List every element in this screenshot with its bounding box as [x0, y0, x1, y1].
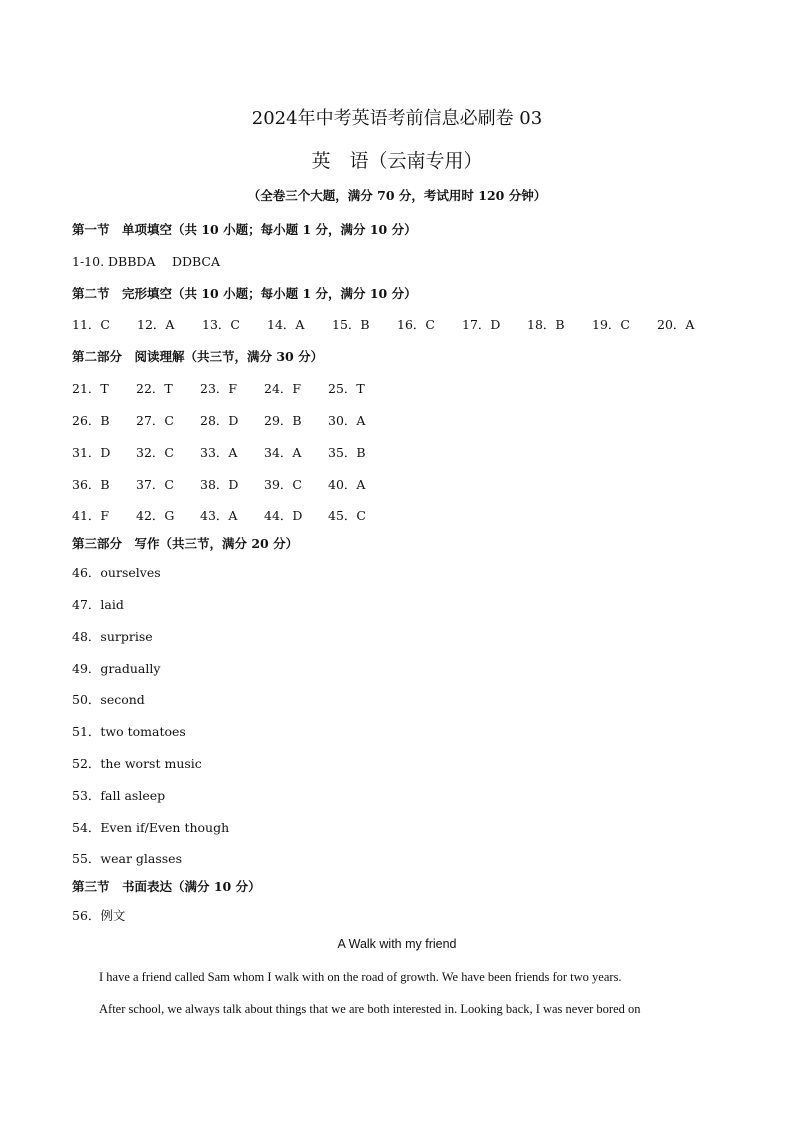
answer-item: 26．B — [72, 413, 110, 428]
answer-item: 17．D — [462, 317, 501, 332]
part2-answers-row — [72, 475, 392, 493]
answer-item: 19．C — [592, 317, 630, 332]
answer-item: 20．A — [657, 317, 695, 332]
section2-answers-row — [72, 315, 722, 333]
answer-item: 21．T — [72, 381, 109, 396]
fill-answer: 55．wear glasses — [72, 851, 182, 866]
answer-item: 33．A — [200, 445, 238, 460]
answer-item: 40．A — [328, 477, 366, 492]
answer-item: 45．C — [328, 508, 366, 523]
part2-answers-row — [72, 506, 392, 524]
answer-item: 37．C — [136, 477, 174, 492]
answer-item: 42．G — [136, 508, 175, 523]
answer-item: 16．C — [397, 317, 435, 332]
section2-heading: 第二节 完形填空（共 10 小题；每小题 1 分，满分 10 分） — [72, 286, 417, 301]
answer-item: 14．A — [267, 317, 305, 332]
answer-item: 22．T — [136, 381, 173, 396]
answer-item: 13．C — [202, 317, 240, 332]
answer-item: 31．D — [72, 445, 111, 460]
fill-answer: 48．surprise — [72, 629, 153, 644]
answer-item: 11．C — [72, 317, 110, 332]
answer-item: 34．A — [264, 445, 302, 460]
answer-item: 12．A — [137, 317, 175, 332]
exam-note: （全卷三个大题，满分 70 分，考试用时 120 分钟） — [247, 188, 547, 203]
part3-heading: 第三部分 写作（共三节，满分 20 分） — [72, 536, 299, 551]
fill-answer: 47．laid — [72, 597, 124, 612]
page-title: 2024年中考英语考前信息必刷卷 03 — [251, 108, 543, 129]
part2-heading: 第二部分 阅读理解（共三节，满分 30 分） — [72, 349, 324, 364]
answer-item: 32．C — [136, 445, 174, 460]
part2-answers-row — [72, 443, 392, 461]
answer-item: 29．B — [264, 413, 302, 428]
part2-answers-row — [72, 411, 392, 429]
fill-answer: 49．gradually — [72, 661, 161, 676]
page-subtitle: 英 语（云南专用） — [311, 150, 483, 172]
essay-paragraph: I have a friend called Sam whom I walk with on the road of growth. We have been friends for two years. — [99, 970, 622, 984]
fill-answer: 50．second — [72, 692, 145, 707]
fill-answer: 51．two tomatoes — [72, 724, 186, 739]
answer-item: 27．C — [136, 413, 174, 428]
fill-answer: 46．ourselves — [72, 565, 161, 580]
fill-answer: 53．fall asleep — [72, 788, 166, 803]
answer-item: 23．F — [200, 381, 238, 396]
part2-answers-row — [72, 379, 392, 397]
fill-answer: 54．Even if/Even though — [72, 820, 230, 835]
answer-item: 38．D — [200, 477, 239, 492]
answer-item: 24．F — [264, 381, 302, 396]
answer-item: 25．T — [328, 381, 365, 396]
answer-item: 41．F — [72, 508, 110, 523]
answer-item: 36．B — [72, 477, 110, 492]
section3-heading: 第三节 书面表达（满分 10 分） — [72, 879, 261, 894]
section1-heading: 第一节 单项填空（共 10 小题；每小题 1 分，满分 10 分） — [72, 222, 417, 237]
answer-item: 15．B — [332, 317, 370, 332]
answer-item: 28．D — [200, 413, 239, 428]
fill-answer: 52．the worst music — [72, 756, 202, 771]
answer-item: 43．A — [200, 508, 238, 523]
answer-item: 30．A — [328, 413, 366, 428]
answer-item: 39．C — [264, 477, 302, 492]
section1-answers: 1-10. DBBDA DDBCA — [72, 254, 220, 269]
essay-title: A Walk with my friend — [337, 937, 457, 951]
essay-paragraph: After school, we always talk about things that we are both interested in. Looking back, I was never bored on — [99, 1002, 641, 1016]
answer-item: 18．B — [527, 317, 565, 332]
sample-essay-label: 56．例文 — [72, 908, 126, 923]
answer-item: 35．B — [328, 445, 366, 460]
answer-item: 44．D — [264, 508, 303, 523]
